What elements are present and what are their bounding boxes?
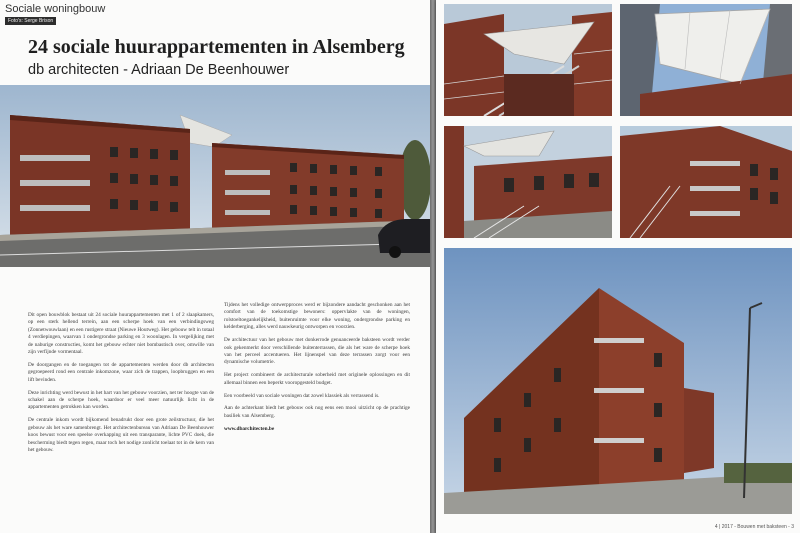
page-footer: 4 | 2017 - Bouwen met baksteen - 3	[714, 524, 794, 530]
website-link[interactable]: www.dbarchitecten.be	[224, 425, 275, 432]
paragraph: Dit open bouwblok bestaat uit 24 sociale huurappartementen met 1 of 2 slaapkamers, op een sterk hellend terrein, aan een scherpe hoek van een verbindingsweg (Zonnetwouwlaan) en een rustigere straat (Nieuwe Houtweg). Het gebouw telt in totaal 4 verdiepingen, waarvan 1 ondergrondse parking en 3 woonlagen. In vergelijking met de naburige constructies, komt het gebouw echter niet bombastisch over, omwille van zijn verfijnde vormentaal.	[28, 312, 214, 356]
paragraph: De doorgangen en de toegangen tot de appartementen werden door db architecten gegroepeerd rond een centrale inkomzone, waar zich de trappen, loopbruggen en een lift bevinden.	[28, 361, 214, 383]
paragraph: De architectuur van het gebouw met donkerrode genuanceerde baksteen wordt verder ook gekenmerkt door verschillende buitenterrassen, die als het ware de scherpe hoek van het perceel accentueren. Het lijnenspel van deze terrassen zorgt voor een dynamische volumetrie.	[224, 337, 410, 366]
paragraph: Deze inrichting werd bewust in het hart van het gebouw voorzien, net ter hoogte van de schakel aan de scherpe hoek, waardoor er veel meer natuurlijk licht in de appartementen getrokken kan worden.	[28, 389, 214, 411]
photo-corner-building	[444, 248, 792, 514]
text-column-left	[28, 312, 214, 460]
article-subtitle: db architecten - Adriaan De Beenhouwer	[28, 62, 290, 78]
photo-balconies	[620, 126, 792, 238]
paragraph: Tijdens het volledige ontwerpproces werd er bijzondere aandacht geschonken aan het comfort van de toekomstige bewoners: oppervlakte van de woningen, rolstoeltoegankelijkheid, buitenruimte voor elke woning, ondergrondse parking en kelderberging, alles werd nauwkeurig ontworpen en voorzien.	[224, 302, 410, 331]
right-page	[436, 0, 800, 533]
text-column-right	[224, 302, 410, 439]
paragraph: Een voorbeeld van sociale woningen dat zowel klassiek als verrassend is.	[224, 392, 380, 399]
photo-entrance-stairs	[444, 126, 612, 238]
photo-credit: Foto's: Serge Brison	[5, 17, 56, 25]
paragraph: Het project combineert de architecturale soberheid met originele oplossingen en dit allemaal binnen een beperkt vooropgesteld budget.	[224, 372, 410, 386]
paragraph: Aan de achterkant biedt het gebouw ook nog eens een mooi uitzicht op de prachtige basiliek van Alsemberg.	[224, 405, 410, 419]
photo-stairs-sail	[444, 4, 612, 116]
article-title: 24 sociale huurappartementen in Alsemberg	[28, 36, 405, 58]
paragraph: De centrale inkom wordt bijkomend benadrukt door een grote zeilstructuur, die het gebouw als het ware samenbrengt. Het architectenbureau van Adriaan De Beenhouwer koos bewust voor een speelse overkapping uit een transparante, lichte PVC doek, die bescherming biedt tegen regen, maar toch het nodige zonlicht toelaat tot in de kern van het gebouw.	[28, 417, 214, 453]
section-label: Sociale woningbouw	[5, 3, 106, 15]
photo-sail-detail	[620, 4, 792, 116]
hero-photo	[0, 85, 430, 267]
